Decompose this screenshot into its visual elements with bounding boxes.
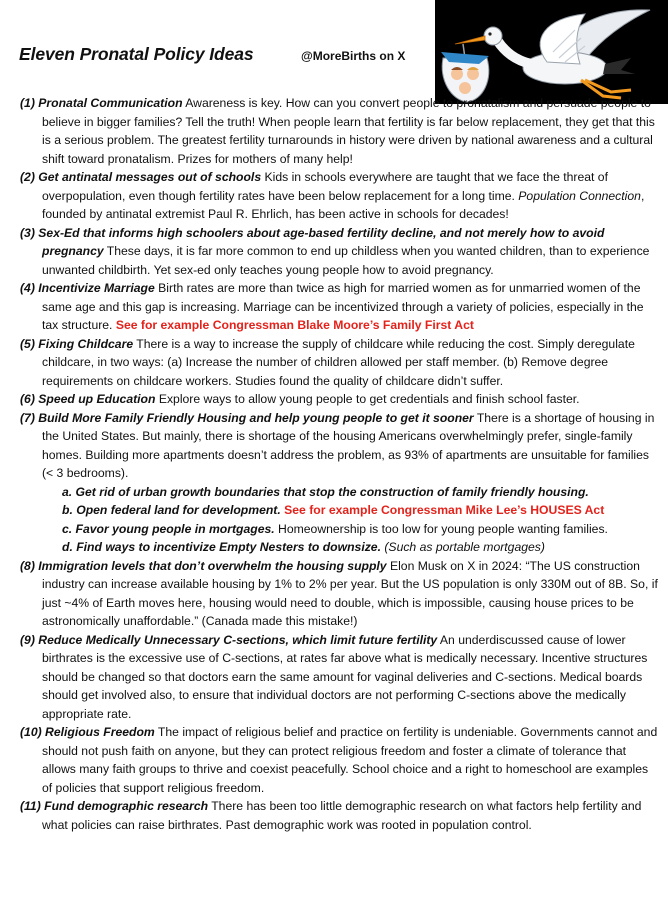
policy-body: Kids in schools everywhere are taught that we face the threat of overpopulation, even though fertility rates have been below replacement for a long time. [42,170,608,203]
policy-item-6 [20,390,660,409]
policy-heading: (9) Reduce Medically Unnecessary C-sections, which limit future fertility [20,632,438,647]
policy-body: An underdiscussed cause of lower birthrates is the excessive use of C-sections, at rates far above what is medically necessary. Incentive structures should be changed so that doctors earn the same amount for vaginal deliveries and C-sections. Medical boards should get involved also, to ensure that individual doctors are not performing C-sections above the medically appropriate rate. [42,632,648,721]
policy-body: These days, it is far more common to end up childless when you wanted children, than to experience unwanted childbirth. Yet sex-ed only teaches young people how to avoid pregnancy. [42,244,650,277]
policy-heading: (11) Fund demographic research [20,799,209,813]
policy-heading: (10) Religious Freedom [20,725,155,739]
policy-body-italic: Population Connection [518,188,641,203]
policy-item-7 [20,409,660,483]
author-handle: @MoreBirths on X [301,49,406,63]
policy-item-11 [20,797,660,834]
subitem-body-italic: (Such as portable mortgages) [384,540,545,554]
policy-heading: (4) Incentivize Marriage [20,281,155,295]
policy-body: There is a way to increase the supply of childcare while reducing the cost. Simply deregulate childcare, in two ways: (a) Increase the number of children allowed per staff member. (b) Remove degree requirements on childcare workers. Studies found the quality of childcare didn’t suffer. [42,336,635,388]
policy-item-8 [20,557,660,631]
policy-body: Birth rates are more than twice as high for married women as for unmarried women of the same age and this gap is increasing. Marriage can be incentivized through a variety of policies, especially in the tax structure. [42,281,644,332]
policy-body: There is a shortage of housing in the United States. But mainly, there is shortage of the housing Americans overwhelmingly prefer, single-family homes. Building more apartments doesn’t address the problem, as 93% of apartments are unsuitable for families (< 3 bedrooms). [42,410,655,480]
housing-subitem-d [62,538,660,557]
subitem-heading: d. Find ways to incentivize Empty Nesters to downsize. [62,540,381,554]
subitem-heading: c. Favor young people in mortgages. [62,521,275,536]
policy-heading: (8) Immigration levels that don’t overwhelm the housing supply [20,558,387,573]
policy-body: There has been too little demographic research on what factors help fertility and what policies can raise birthrates. Past demographic work was rooted in population control. [42,799,642,832]
subitem-heading: a. Get rid of urban growth boundaries that stop the construction of family friendly housing. [62,484,589,499]
policy-heading: (7) Build More Family Friendly Housing and help young people to get it sooner [20,410,474,425]
policy-item-3 [20,224,660,280]
policy-heading: (1) Pronatal Communication [20,96,183,110]
stork-carrying-babies-icon [435,0,668,104]
policy-item-1 [20,94,660,168]
policy-item-4 [20,279,660,335]
policy-heading: (5) Fixing Childcare [20,336,134,351]
policy-list [20,94,660,834]
houses-act-link[interactable]: See for example Congressman Mike Lee’s HOUSES Act [284,503,605,517]
housing-subitem-a [62,483,660,502]
policy-item-5 [20,335,660,391]
subitem-body: Homeownership is too low for young people wanting families. [274,521,608,536]
policy-body: Awareness is key. How can you convert people to pronatalism and persuade people to believe in bigger families? Tell the truth! When people learn that fertility is far below replacement, they get that this is a serious problem. The greatest fertility turnarounds in history were driven by national awareness and a cultural shift toward pronatalism. Prizes for mothers of many help! [42,96,655,166]
housing-subitem-c [62,520,660,539]
policy-body: Elon Musk on X in 2024: “The US construction industry can increase available housing by 1% to 2% per year. But the US population is only 330M out of 8B. So, if just ~4% of Earth moves here, housing would need to double, which is impossible, causing house prices to be astronomically unaffordable.” (Canada made this mistake!) [42,558,658,628]
policy-heading: (3) Sex-Ed that informs high schoolers about age-based fertility decline, and not merely how to avoid pregnancy [20,225,605,258]
policy-heading: (6) Speed up Education [20,392,156,406]
policy-item-9 [20,631,660,724]
policy-item-10 [20,723,660,797]
policy-heading: (2) Get antinatal messages out of schools [20,170,262,184]
subitem-heading: b. Open federal land for development. [62,503,281,517]
family-first-act-link[interactable]: See for example Congressman Blake Moore’s Family First Act [115,318,474,332]
policy-body: The impact of religious belief and practice on fertility is undeniable. Governments cannot and should not push faith on anyone, but they can protect religious freedom and foster a climate of tolerance that allows many faith groups to thrive and coexist peacefully. School choice and a right to homeschool are examples of policies that support religious freedom. [42,725,658,795]
policy-body-end: , founded by antinatal extremist Paul R. Ehrlich, has been active in schools for decades! [42,188,645,221]
policy-item-2 [20,168,660,224]
page-title: Eleven Pronatal Policy Ideas [19,44,254,64]
policy-body: Explore ways to allow young people to get credentials and finish school faster. [155,392,580,406]
housing-subitem-b [62,501,660,520]
